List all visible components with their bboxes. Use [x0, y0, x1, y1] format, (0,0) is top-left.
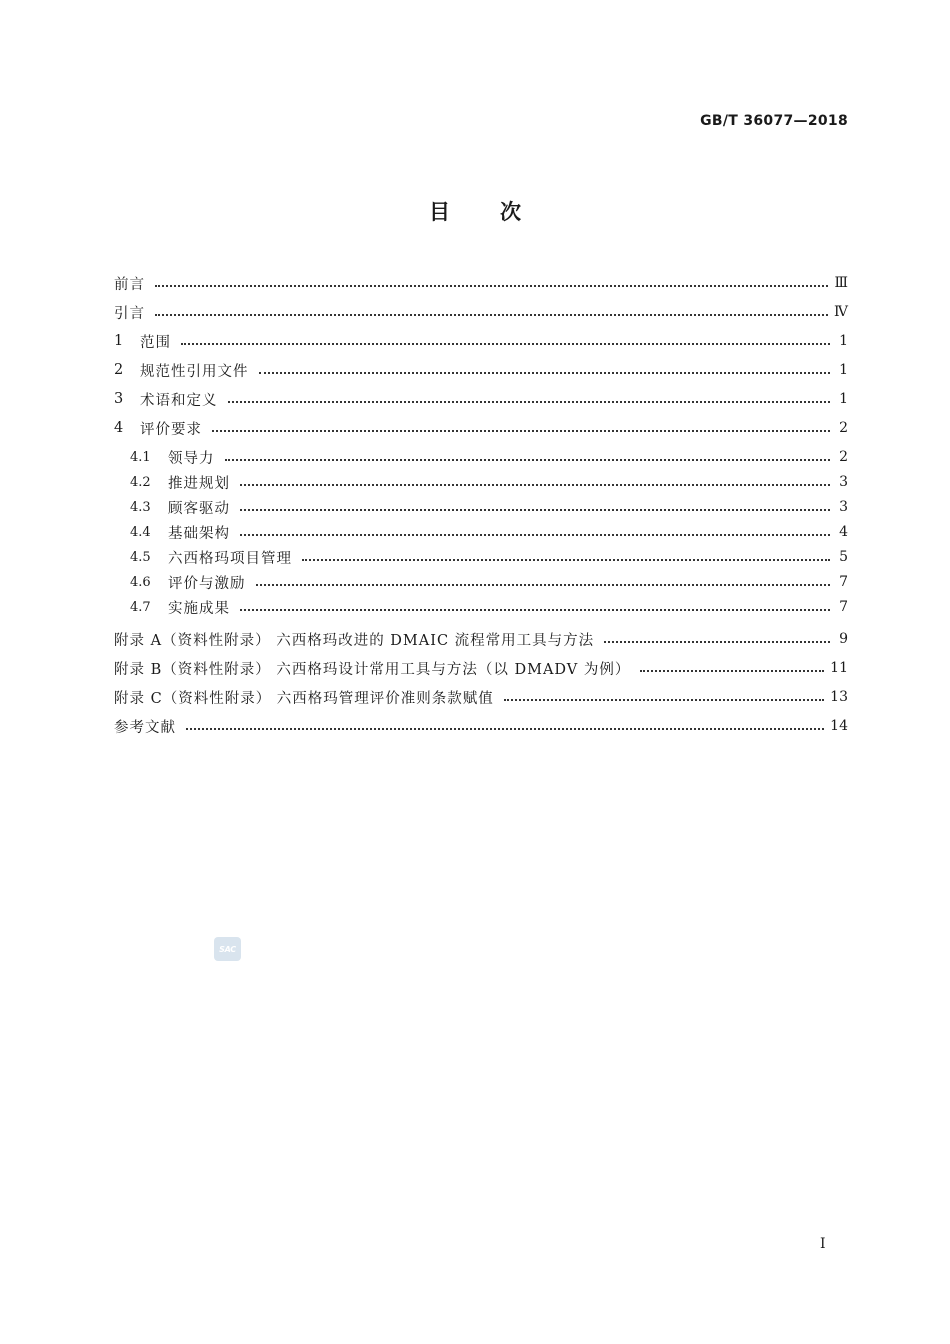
- toc-entry-page: 7: [839, 599, 848, 615]
- toc-entry-planning[interactable]: [114, 469, 848, 495]
- toc-entry-label: 领导力: [168, 450, 215, 467]
- toc-entry-label: 附录 C（资料性附录） 六西格玛管理评价准则条款赋值: [114, 690, 494, 707]
- toc-entry-evaluation-requirements[interactable]: [114, 415, 848, 441]
- toc-entry-evaluation-incentive[interactable]: [114, 569, 848, 595]
- toc-leader-dots: [240, 525, 830, 539]
- toc-entry-page: 1: [839, 333, 848, 349]
- toc-entry-page: Ⅲ: [834, 275, 848, 291]
- toc-entry-number: 4.4: [130, 524, 151, 540]
- standard-number: GB/T 36077—2018: [700, 113, 848, 129]
- toc-entry-number: 3: [114, 391, 124, 407]
- toc-entry-customer-driven[interactable]: [114, 494, 848, 520]
- toc-entry-number: 4.5: [130, 549, 151, 565]
- toc-leader-dots: [240, 600, 830, 614]
- page-number: Ⅰ: [820, 1236, 826, 1252]
- toc-entry-label: 推进规划: [168, 475, 230, 492]
- toc-leader-dots: [181, 334, 830, 348]
- toc-entry-page: 13: [830, 689, 848, 705]
- toc-entry-project-management[interactable]: [114, 544, 848, 570]
- toc-entry-page: 4: [839, 524, 848, 540]
- toc-leader-dots: [212, 421, 830, 435]
- toc-entry-label: 参考文献: [114, 719, 176, 736]
- toc-entry-annex-c[interactable]: [114, 684, 848, 710]
- toc-entry-bibliography[interactable]: [114, 713, 848, 739]
- toc-entry-page: 7: [839, 574, 848, 590]
- toc-entry-page: 3: [839, 474, 848, 490]
- toc-entry-label: 范围: [140, 334, 171, 351]
- toc-entry-scope[interactable]: [114, 328, 848, 354]
- toc-leader-dots: [186, 719, 824, 733]
- sac-watermark-logo: SAC: [214, 937, 241, 961]
- toc-entry-annex-b[interactable]: [114, 655, 848, 681]
- toc-entry-label: 顾客驱动: [168, 500, 230, 517]
- toc-entry-label: 前言: [114, 276, 145, 293]
- toc-entry-page: 2: [839, 420, 848, 436]
- toc-entry-page: 1: [839, 362, 848, 378]
- toc-entry-page: Ⅳ: [834, 304, 848, 320]
- toc-entry-number: 1: [114, 333, 124, 349]
- toc-entry-number: 4.2: [130, 474, 151, 490]
- toc-entry-label: 规范性引用文件: [140, 363, 249, 380]
- toc-leader-dots: [302, 550, 830, 564]
- toc-entry-leadership[interactable]: [114, 444, 848, 470]
- toc-entry-number: 2: [114, 362, 124, 378]
- toc-entry-number: 4.7: [130, 599, 151, 615]
- toc-entry-results[interactable]: [114, 594, 848, 620]
- toc-leader-dots: [504, 690, 824, 704]
- toc-entry-number: 4.6: [130, 574, 151, 590]
- toc-entry-number: 4.1: [130, 449, 151, 465]
- toc-entry-terms[interactable]: [114, 386, 848, 412]
- toc-leader-dots: [228, 392, 831, 406]
- toc-entry-normative-references[interactable]: [114, 357, 848, 383]
- toc-leader-dots: [640, 661, 824, 675]
- toc-entry-page: 2: [839, 449, 848, 465]
- toc-entry-label: 附录 A（资料性附录） 六西格玛改进的 DMAIC 流程常用工具与方法: [114, 632, 595, 649]
- toc-leader-dots: [240, 500, 830, 514]
- toc-entry-label: 基础架构: [168, 525, 230, 542]
- toc-entry-foreword[interactable]: [114, 270, 848, 296]
- toc-leader-dots: [240, 475, 830, 489]
- toc-entry-label: 术语和定义: [140, 392, 218, 409]
- toc-entry-label: 评价与激励: [168, 575, 246, 592]
- toc-entry-label: 评价要求: [140, 421, 202, 438]
- toc-entry-label: 实施成果: [168, 600, 230, 617]
- toc-leader-dots: [256, 575, 831, 589]
- toc-leader-dots: [225, 450, 831, 464]
- toc-entry-introduction[interactable]: [114, 299, 848, 325]
- page-title: 目次: [429, 200, 571, 224]
- toc-entry-annex-a[interactable]: [114, 626, 848, 652]
- toc-entry-page: 14: [830, 718, 848, 734]
- toc-entry-page: 5: [839, 549, 848, 565]
- toc-leader-dots: [604, 632, 830, 646]
- toc-entry-page: 1: [839, 391, 848, 407]
- toc-leader-dots: [259, 363, 831, 377]
- toc-entry-number: 4: [114, 420, 124, 436]
- toc-entry-label: 附录 B（资料性附录） 六西格玛设计常用工具与方法（以 DMADV 为例）: [114, 661, 631, 678]
- toc-entry-page: 3: [839, 499, 848, 515]
- toc-entry-page: 9: [839, 631, 848, 647]
- toc-entry-label: 六西格玛项目管理: [168, 550, 292, 567]
- toc-leader-dots: [155, 305, 828, 319]
- toc-entry-infrastructure[interactable]: [114, 519, 848, 545]
- toc-entry-label: 引言: [114, 305, 145, 322]
- toc-entry-number: 4.3: [130, 499, 151, 515]
- toc-entry-page: 11: [830, 660, 848, 676]
- toc-leader-dots: [155, 276, 828, 290]
